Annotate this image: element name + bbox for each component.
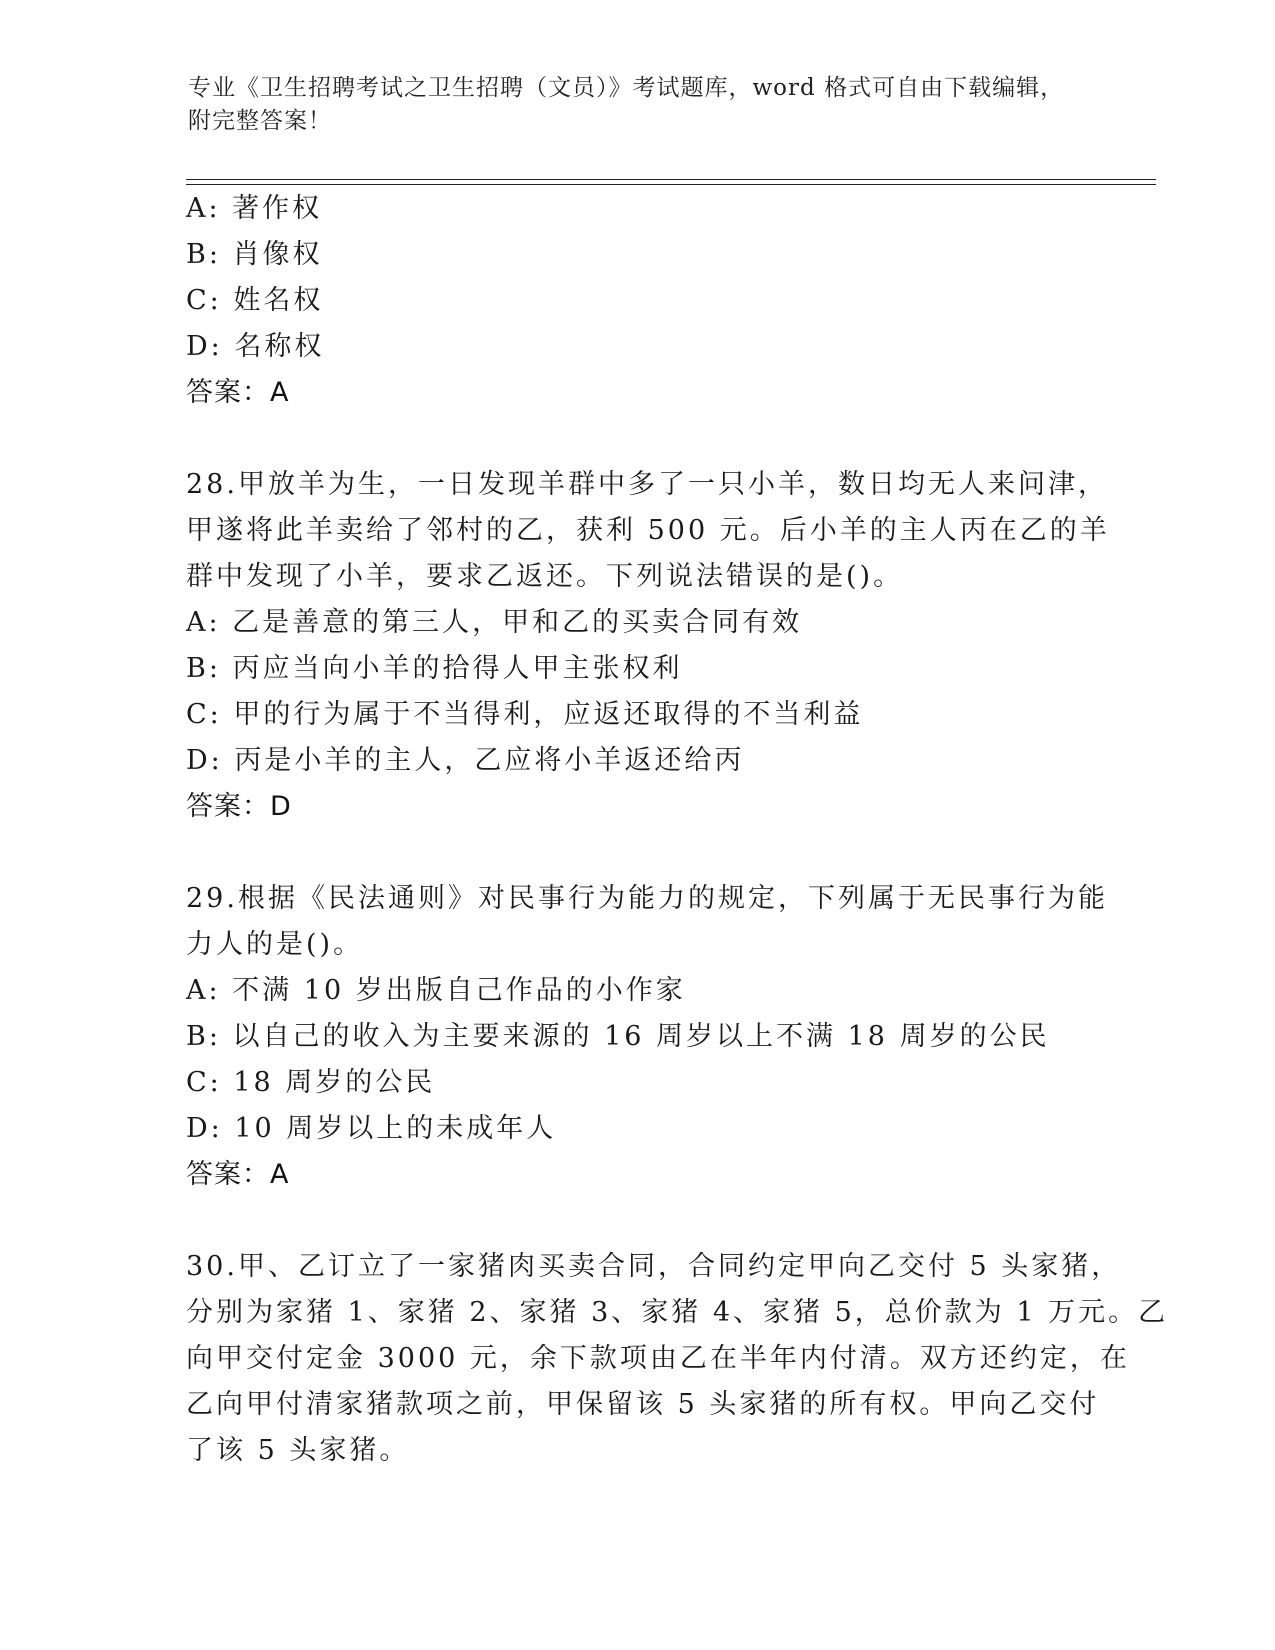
option-a: A: 著作权	[186, 193, 323, 224]
answer-line: 答案：D	[186, 791, 292, 822]
spacer	[186, 830, 1106, 876]
option-b: B: 肖像权	[186, 239, 323, 270]
question-text-line: 30.甲、乙订立了一家猪肉买卖合同，合同约定甲向乙交付 5 头家猪，	[186, 1251, 1122, 1282]
header-divider-top	[186, 179, 1156, 180]
document-header: 专业《卫生招聘考试之卫生招聘（文员）》考试题库，word 格式可自由下载编辑，附完整答案！	[188, 75, 1065, 134]
question-text-line: 向甲交付定金 3000 元，余下款项由乙在半年内付清。双方还约定，在	[186, 1343, 1130, 1374]
option-b: B: 以自己的收入为主要来源的 16 周岁以上不满 18 周岁的公民	[186, 1021, 1050, 1052]
question-text-line: 力人的是()。	[186, 929, 364, 960]
option-c: C: 甲的行为属于不当得利，应返还取得的不当利益	[186, 699, 864, 730]
question-30	[186, 1244, 1169, 1474]
option-b: B: 丙应当向小羊的拾得人甲主张权利	[186, 653, 683, 684]
question-text-line: 29.根据《民法通则》对民事行为能力的规定，下列属于无民事行为能	[186, 883, 1108, 914]
option-c: C: 18 周岁的公民	[186, 1067, 436, 1098]
option-a: A: 乙是善意的第三人，甲和乙的买卖合同有效	[186, 607, 803, 638]
question-list	[186, 186, 1169, 1474]
spacer	[186, 1198, 1106, 1244]
question-text-line: 群中发现了小羊，要求乙返还。下列说法错误的是()。	[186, 561, 904, 592]
option-d: D: 名称权	[186, 331, 325, 362]
question-text-line: 甲遂将此羊卖给了邻村的乙，获利 500 元。后小羊的主人丙在乙的羊	[186, 515, 1110, 546]
answer-line: 答案：A	[186, 377, 290, 408]
option-d: D: 丙是小羊的主人，乙应将小羊返还给丙	[186, 745, 745, 776]
option-a: A: 不满 10 岁出版自己作品的小作家	[186, 975, 686, 1006]
question-text-line: 分别为家猪 1、家猪 2、家猪 3、家猪 4、家猪 5，总价款为 1 万元。乙	[186, 1297, 1169, 1328]
question-28	[186, 462, 1110, 830]
option-c: C: 姓名权	[186, 285, 324, 316]
option-d: D: 10 周岁以上的未成年人	[186, 1113, 557, 1144]
question-27	[186, 186, 1106, 416]
question-text-line: 乙向甲付清家猪款项之前，甲保留该 5 头家猪的所有权。甲向乙交付	[186, 1389, 1100, 1420]
answer-line: 答案：A	[186, 1159, 290, 1190]
spacer	[186, 416, 1106, 462]
question-29	[186, 876, 1106, 1198]
header-divider-bottom	[186, 184, 1156, 185]
question-text-line: 28.甲放羊为生，一日发现羊群中多了一只小羊，数日均无人来问津，	[186, 469, 1108, 500]
question-text-line: 了该 5 头家猪。	[186, 1435, 410, 1466]
